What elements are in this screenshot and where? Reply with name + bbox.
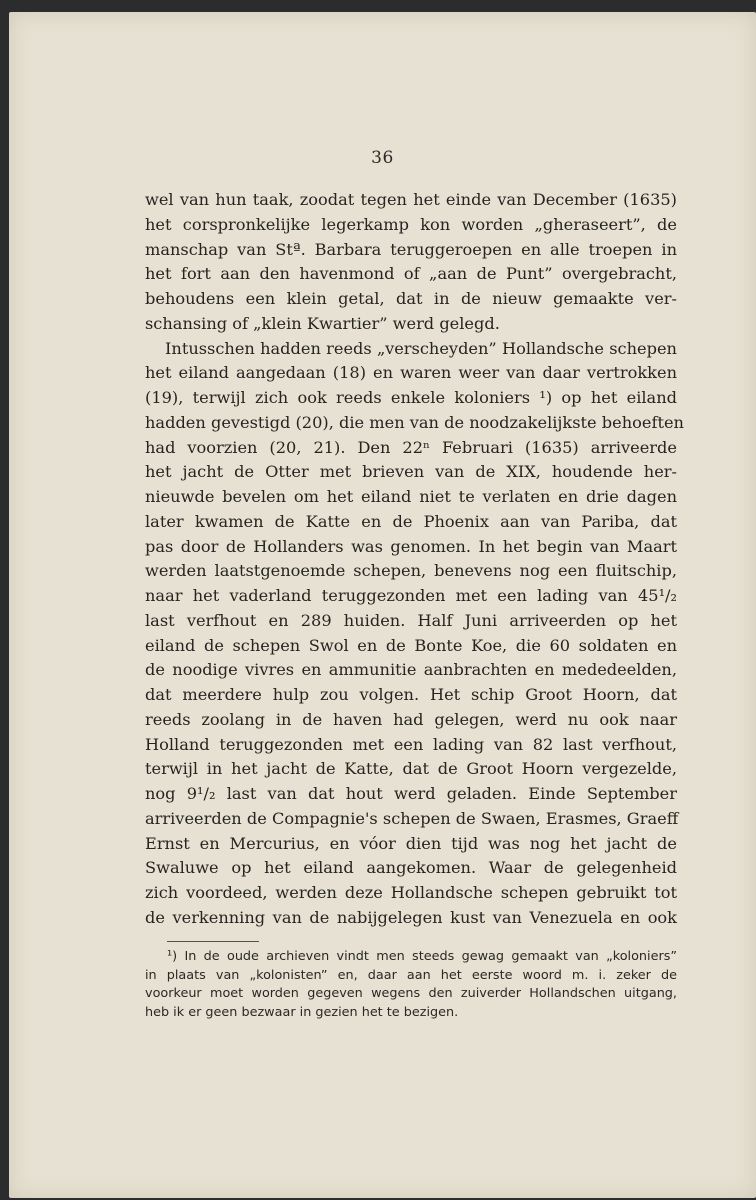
text-line: Holland teruggezonden met een lading van 82 last verfhout,	[145, 734, 677, 754]
text-line: dat meerdere hulp zou volgen. Het schip Groot Hoorn, dat	[145, 685, 677, 704]
footnote-line: in plaats van „kolonisten” en, daar aan het eerste woord m. i. zeker de	[145, 967, 677, 983]
text-line: Ernst en Mercurius, en vóor dien tijd was nog het jacht de	[145, 833, 677, 853]
text-line: naar het vaderland teruggezonden met een lading van 45¹/₂	[145, 586, 677, 605]
text-line: wel van hun taak, zoodat tegen het einde van December (1635)	[145, 190, 677, 209]
text-line: had voorzien (20, 21). Den 22ⁿ Februari (1635) arriveerde	[145, 437, 677, 457]
text-line: het jacht de Otter met brieven van de XIX, houdende her-	[145, 462, 677, 482]
text-line: het eiland aangedaan (18) en waren weer van daar vertrokken	[145, 363, 677, 383]
text-line: de noodige vivres en ammunitie aanbrachten en mededeelden,	[145, 660, 677, 680]
footnote-line: ¹) In de oude archieven vindt men steeds gewag gemaakt van „koloniers”	[167, 949, 677, 964]
text-line: het fort aan den havenmond of „aan de Punt” overgebracht,	[145, 264, 677, 284]
body-text	[145, 188, 684, 931]
text-line: eiland de schepen Swol en de Bonte Koe, die 60 soldaten en	[145, 635, 677, 655]
text-line: schansing of „klein Kwartier” werd gelegd.	[145, 313, 500, 333]
text-line: nog 9¹/₂ last van dat hout werd geladen. Einde September	[145, 784, 677, 803]
text-line: terwijl in het jacht de Katte, dat de Groot Hoorn vergezelde,	[145, 759, 677, 779]
footnote-divider	[167, 941, 259, 942]
footnote-line: heb ik er geen bezwaar in gezien het te bezigen.	[145, 1004, 459, 1020]
footnote	[145, 948, 677, 1022]
text-line: de verkenning van de nabijgelegen kust van Venezuela en ook	[145, 907, 677, 927]
book-page	[9, 12, 756, 1198]
text-line: zich voordeed, werden deze Hollandsche schepen gebruikt tot	[145, 883, 677, 902]
text-line: reeds zoolang in de haven had gelegen, werd nu ook naar	[145, 709, 677, 729]
text-line: last verfhout en 289 huiden. Half Juni arriveerden op het	[145, 610, 677, 630]
text-line: pas door de Hollanders was genomen. In het begin van Maart	[145, 536, 677, 556]
text-line: arriveerden de Compagnie's schepen de Swaen, Erasmes, Graeff	[145, 808, 679, 828]
text-line: werden laatstgenoemde schepen, benevens nog een fluitschip,	[145, 561, 677, 581]
text-line: hadden gevestigd (20), die men van de noodzakelijkste behoeften	[145, 412, 684, 432]
text-line: later kwamen de Katte en de Phoenix aan van Pariba, dat	[145, 511, 677, 531]
text-line: nieuwde bevelen om het eiland niet te verlaten en drie dagen	[145, 487, 677, 506]
text-line: behoudens een klein getal, dat in de nieuw gemaakte ver-	[145, 289, 677, 308]
page-number: 36	[371, 148, 394, 168]
text-line: Intusschen hadden reeds „verscheyden” Hollandsche schepen	[165, 338, 677, 358]
text-line: Swaluwe op het eiland aangekomen. Waar de gelegenheid	[145, 858, 677, 878]
text-line: manschap van Stª. Barbara teruggeroepen en alle troepen in	[145, 239, 677, 259]
text-line: het corspronkelijke legerkamp kon worden „gheraseert”, de	[145, 214, 677, 234]
text-line: (19), terwijl zich ook reeds enkele koloniers ¹) op het eiland	[145, 388, 677, 407]
footnote-line: voorkeur moet worden gegeven wegens den zuiverder Hollandschen uitgang,	[145, 986, 677, 1001]
